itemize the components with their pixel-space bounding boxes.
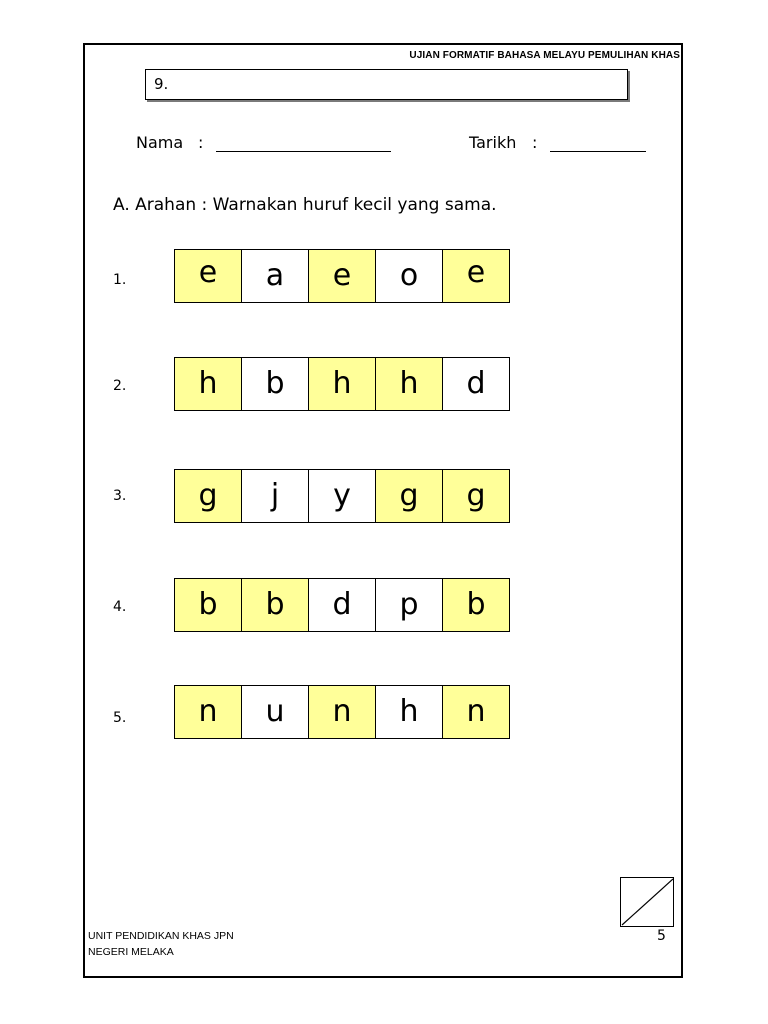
name-label: Nama bbox=[136, 133, 184, 152]
date-label: Tarikh bbox=[469, 133, 517, 152]
letter-cell[interactable]: g bbox=[442, 469, 510, 523]
letter-cell[interactable]: d bbox=[308, 578, 376, 632]
letter-row-1 bbox=[174, 249, 510, 303]
row-number: 4. bbox=[113, 599, 127, 615]
letter-row-5 bbox=[174, 685, 510, 739]
letter-cell[interactable]: n bbox=[442, 685, 510, 739]
row-number: 5. bbox=[113, 710, 127, 726]
letter-cell[interactable]: y bbox=[308, 469, 376, 523]
letter-cell[interactable]: a bbox=[241, 249, 309, 303]
letter-cell[interactable]: n bbox=[308, 685, 376, 739]
letter-cell[interactable]: e bbox=[174, 249, 242, 303]
letter-cell[interactable]: h bbox=[308, 357, 376, 411]
letter-row-4 bbox=[174, 578, 510, 632]
instruction-text: A. Arahan : Warnakan huruf kecil yang sama. bbox=[113, 195, 497, 215]
name-separator: : bbox=[198, 133, 204, 152]
letter-row-2 bbox=[174, 357, 510, 411]
letter-cell[interactable]: b bbox=[241, 578, 309, 632]
letter-cell[interactable]: e bbox=[442, 249, 510, 303]
worksheet-title: UJIAN FORMATIF BAHASA MELAYU PEMULIHAN KHAS bbox=[409, 50, 680, 61]
letter-cell[interactable]: b bbox=[442, 578, 510, 632]
letter-cell[interactable]: o bbox=[375, 249, 443, 303]
footer-unit bbox=[88, 928, 234, 960]
letter-cell[interactable]: p bbox=[375, 578, 443, 632]
diagonal-marks-box-icon bbox=[620, 877, 674, 927]
letter-cell[interactable]: g bbox=[174, 469, 242, 523]
row-number: 2. bbox=[113, 378, 127, 394]
letter-cell[interactable]: h bbox=[174, 357, 242, 411]
row-number: 3. bbox=[113, 488, 127, 504]
question-number-box bbox=[145, 69, 628, 100]
footer-unit-line1: UNIT PENDIDIKAN KHAS JPN bbox=[88, 930, 234, 942]
letter-cell[interactable]: b bbox=[241, 357, 309, 411]
letter-cell[interactable]: h bbox=[375, 685, 443, 739]
date-field[interactable] bbox=[550, 151, 646, 152]
letter-cell[interactable]: g bbox=[375, 469, 443, 523]
letter-cell[interactable]: h bbox=[375, 357, 443, 411]
row-number: 1. bbox=[113, 272, 127, 288]
name-field[interactable] bbox=[216, 151, 391, 152]
letter-cell[interactable]: d bbox=[442, 357, 510, 411]
date-separator: : bbox=[532, 133, 538, 152]
letter-cell[interactable]: b bbox=[174, 578, 242, 632]
letter-cell[interactable]: j bbox=[241, 469, 309, 523]
page-number: 5 bbox=[657, 928, 666, 944]
footer-unit-line2: NEGERI MELAKA bbox=[88, 946, 174, 958]
question-number: 9. bbox=[154, 75, 169, 93]
letter-cell[interactable]: u bbox=[241, 685, 309, 739]
letter-cell[interactable]: e bbox=[308, 249, 376, 303]
letter-cell[interactable]: n bbox=[174, 685, 242, 739]
letter-row-3 bbox=[174, 469, 510, 523]
